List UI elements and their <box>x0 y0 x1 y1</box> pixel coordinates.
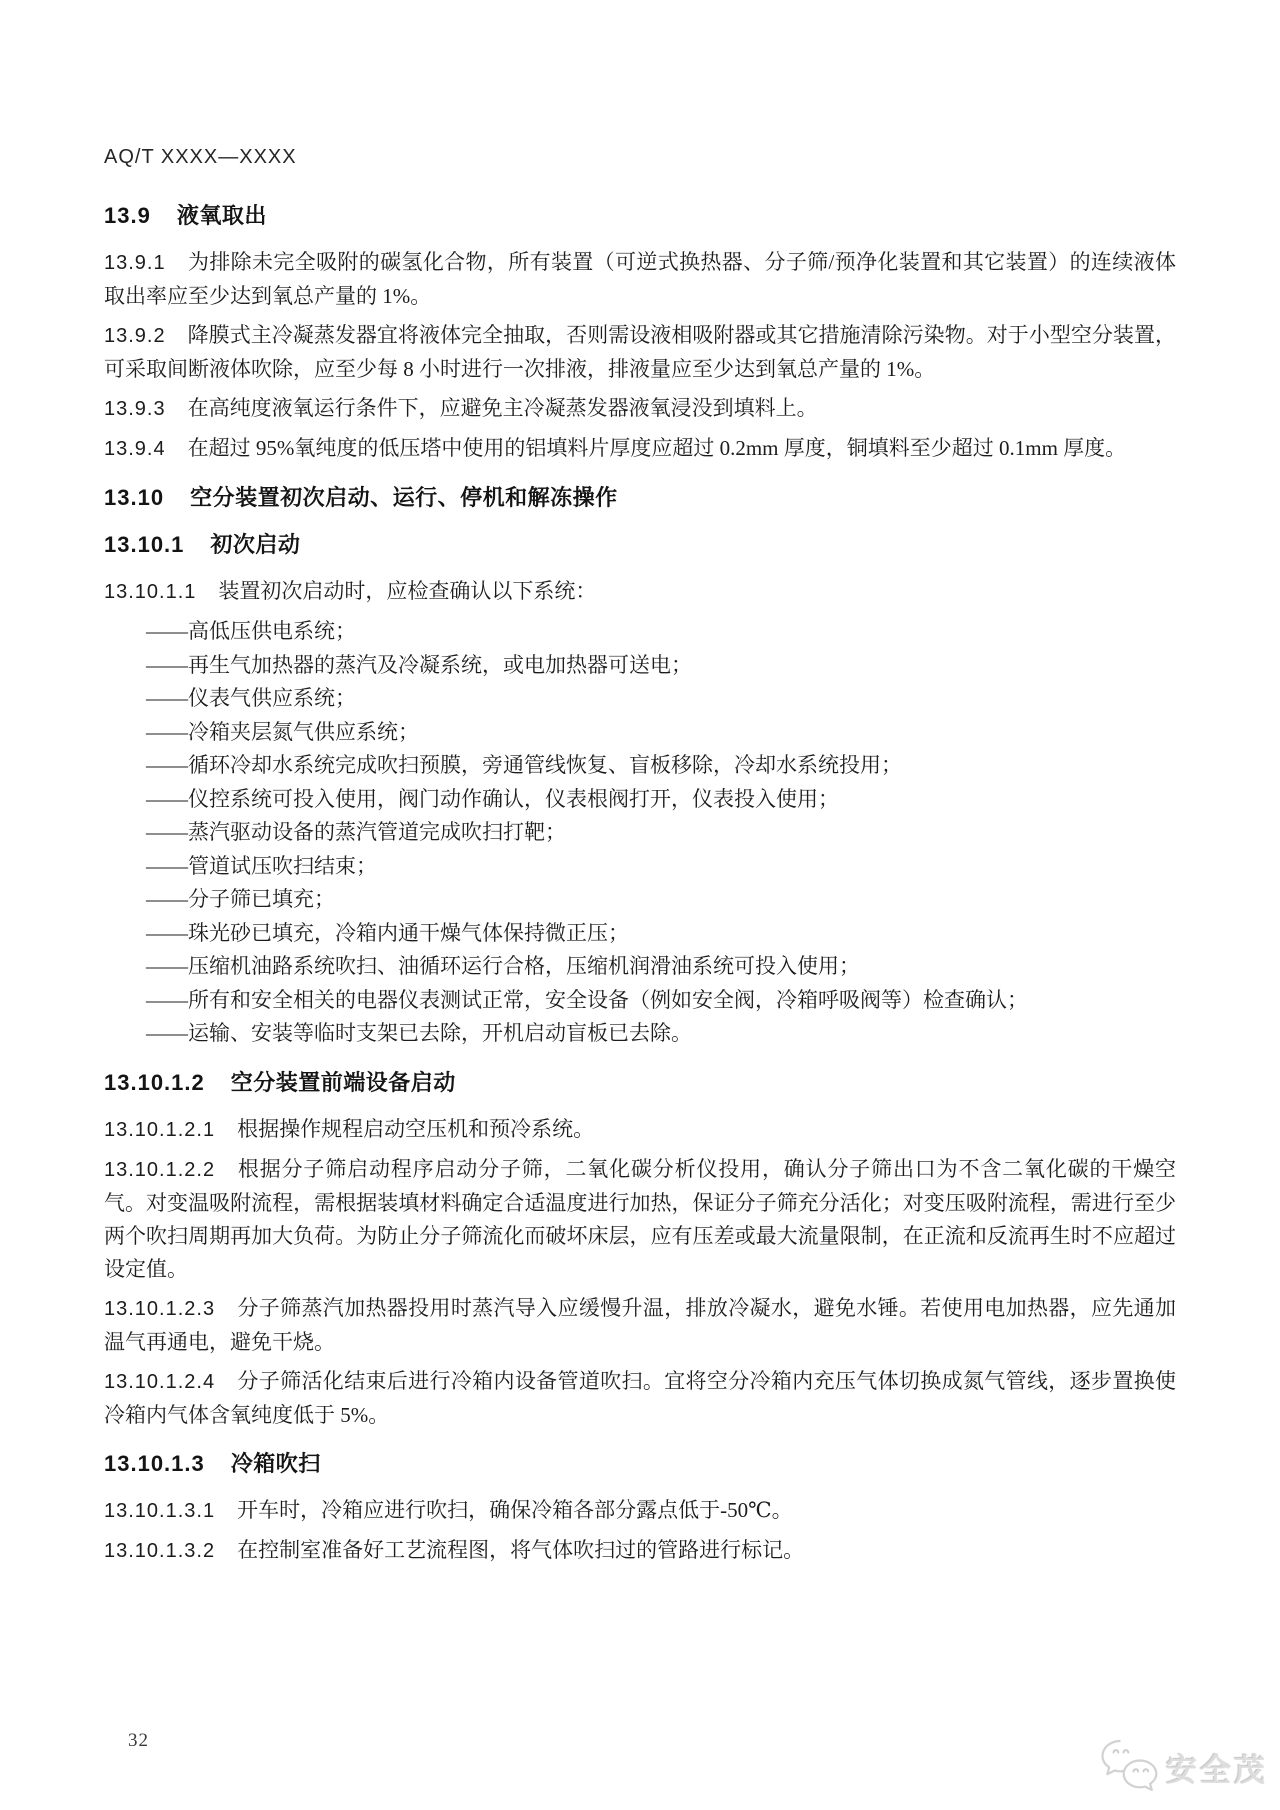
clause-number: 13.10.1.3.2 <box>104 1539 216 1562</box>
startup-checklist <box>104 615 1176 1051</box>
clause-13-10-1-3-2 <box>104 1534 1176 1568</box>
checklist-item: ——仪表气供应系统； <box>146 686 356 710</box>
watermark <box>1099 1738 1268 1796</box>
clause-text: 开车时，冷箱应进行吹扫，确保冷箱各部分露点低于-50℃。 <box>237 1497 793 1522</box>
clause-text: 在控制室准备好工艺流程图，将气体吹扫过的管路进行标记。 <box>237 1537 805 1562</box>
checklist-item: ——再生气加热器的蒸汽及冷凝系统，或电加热器可送电； <box>146 652 692 677</box>
section-13-10-1-2-heading <box>104 1066 1176 1097</box>
clause-13-10-1-2-2 <box>104 1153 1176 1286</box>
clause-13-10-1-1 <box>104 575 1176 609</box>
clause-number: 13.10.1.1 <box>104 581 197 603</box>
section-13-10-1-heading <box>104 528 1176 559</box>
section-13-10-1-3-title: 冷箱吹扫 <box>230 1450 321 1476</box>
clause-13-10-1-2-4 <box>104 1365 1176 1432</box>
checklist-item: ——高低压供电系统； <box>146 619 356 643</box>
checklist-item: ——运输、安装等临时支架已去除，开机启动盲板已去除。 <box>146 1021 692 1045</box>
clause-number: 13.10.1.2.1 <box>104 1118 216 1141</box>
clause-number: 13.10.1.2.3 <box>104 1297 216 1320</box>
checklist-item: ——压缩机油路系统吹扫、油循环运行合格，压缩机润滑油系统可投入使用； <box>146 954 860 978</box>
clause-13-10-1-3-1 <box>104 1494 1176 1528</box>
clause-text: 为排除未完全吸附的碳氢化合物，所有装置（可逆式换热器、分子筛/预净化装置和其它装置）的连续液体取出率应至少达到氧总产量的 1%。 <box>104 250 1176 308</box>
clause-13-10-1-2-1 <box>104 1113 1176 1147</box>
clause-number: 13.10.1.2.4 <box>104 1370 216 1393</box>
section-13-10-title: 空分装置初次启动、运行、停机和解冻操作 <box>190 485 618 510</box>
clause-text: 分子筛活化结束后进行冷箱内设备管道吹扫。宜将空分冷箱内充压气体切换成氮气管线，逐步置换使冷箱内气体含氧纯度低于 5%。 <box>104 1368 1176 1427</box>
page-number: 32 <box>128 1730 149 1751</box>
clause-text: 装置初次启动时，应检查确认以下系统： <box>218 579 597 603</box>
clause-number: 13.10.1.2.2 <box>104 1158 216 1181</box>
watermark-brand-text: 安全茂 <box>1166 1752 1268 1788</box>
clause-13-9-1 <box>104 246 1176 313</box>
clause-text: 根据分子筛启动程序启动分子筛，二氧化碳分析仪投用，确认分子筛出口为不含二氧化碳的干燥空气。对变温吸附流程，需根据装填材料确定合适温度进行加热，保证分子筛充分活化；对变压吸附流程，需进行至少两个吹扫周期再加大负荷。为防止分子筛流化而破坏床层，应有压差或最大流量限制，在正流和反流再生时不应超过设定值。 <box>104 1156 1176 1281</box>
checklist-item: ——管道试压吹扫结束； <box>146 853 377 878</box>
checklist-item: ——珠光砂已填充，冷箱内通干燥气体保持微正压； <box>146 920 629 945</box>
section-13-10-1-3-number: 13.10.1.3 <box>104 1450 205 1476</box>
checklist-item: ——所有和安全相关的电器仪表测试正常，安全设备（例如安全阀，冷箱呼吸阀等）检查确认； <box>146 987 1028 1012</box>
wechat-bubbles-icon <box>1099 1738 1161 1796</box>
checklist-item: ——分子筛已填充； <box>146 887 335 911</box>
section-13-10-1-3-heading <box>104 1447 1176 1478</box>
section-13-9-title: 液氧取出 <box>176 203 267 228</box>
clause-13-10-1-2-3 <box>104 1292 1176 1359</box>
clause-number: 13.9.4 <box>104 438 166 460</box>
clause-number: 13.9.3 <box>104 398 166 420</box>
clause-13-9-4 <box>104 432 1176 466</box>
clause-13-9-2 <box>104 319 1176 386</box>
section-13-10-1-title: 初次启动 <box>210 532 301 557</box>
section-13-10-heading <box>104 481 1176 512</box>
section-13-10-number: 13.10 <box>104 485 165 510</box>
checklist-item: ——冷箱夹层氮气供应系统； <box>146 719 419 744</box>
clause-number: 13.9.2 <box>104 325 166 347</box>
clause-text: 分子筛蒸汽加热器投用时蒸汽导入应缓慢升温，排放冷凝水，避免水锤。若使用电加热器，应先通加温气再通电，避免干烧。 <box>104 1295 1176 1354</box>
clause-text: 在超过 95%氧纯度的低压塔中使用的铝填料片厚度应超过 0.2mm 厚度，铜填料至少超过 0.1mm 厚度。 <box>187 436 1127 460</box>
section-13-9-heading <box>104 199 1176 230</box>
clause-text: 在高纯度液氧运行条件下，应避免主冷凝蒸发器液氧浸没到填料上。 <box>187 396 818 420</box>
checklist-item: ——循环冷却水系统完成吹扫预膜，旁通管线恢复、盲板移除，冷却水系统投用； <box>146 753 902 777</box>
clause-text: 根据操作规程启动空压机和预冷系统。 <box>237 1116 595 1141</box>
section-13-9-number: 13.9 <box>104 203 151 228</box>
clause-number: 13.9.1 <box>104 252 166 274</box>
clause-number: 13.10.1.3.1 <box>104 1499 216 1522</box>
section-13-10-1-number: 13.10.1 <box>104 532 185 557</box>
checklist-item: ——仪控系统可投入使用，阀门动作确认，仪表根阀打开，仪表投入使用； <box>146 786 839 811</box>
clause-13-9-3 <box>104 392 1176 426</box>
section-13-10-1-2-number: 13.10.1.2 <box>104 1069 205 1095</box>
doc-code-header: AQ/T XXXX—XXXX <box>104 146 297 168</box>
checklist-item: ——蒸汽驱动设备的蒸汽管道完成吹扫打靶； <box>146 820 566 844</box>
section-13-10-1-2-title: 空分装置前端设备启动 <box>230 1069 456 1095</box>
clause-text: 降膜式主冷凝蒸发器宜将液体完全抽取，否则需设液相吸附器或其它措施清除污染物。对于小型空分装置，可采取间断液体吹除，应至少每 8 小时进行一次排液，排液量应至少达到氧总产量的 1%。 <box>104 323 1176 381</box>
